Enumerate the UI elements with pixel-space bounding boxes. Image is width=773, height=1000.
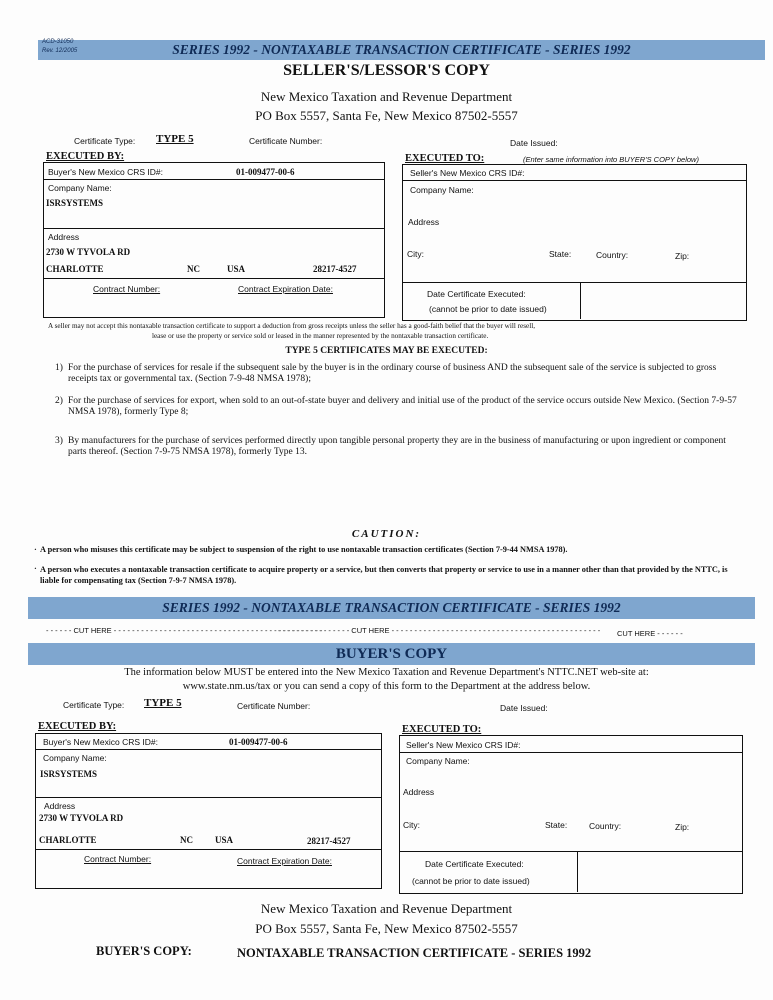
top-city-value: CHARLOTTE (46, 264, 104, 274)
bot-city-value: CHARLOTTE (39, 835, 97, 845)
mid-series-title: SERIES 1992 - NONTAXABLE TRANSACTION CERTIFICATE - SERIES 1992 (162, 600, 621, 615)
top-state-label: State: (549, 249, 572, 259)
bot-dept-address: PO Box 5557, Santa Fe, New Mexico 87502-5557 (255, 921, 518, 936)
bot-cert-type-label: Certificate Type: (63, 700, 125, 710)
bot-zip-label: Zip: (675, 822, 690, 832)
top-zip-label: Zip: (675, 251, 690, 261)
item-3-text: By manufacturers for the purchase of services performed directly upon tangible personal property they are in the business of manufacturing or upon ingredient or component parts thereof. (Section 7-9-75 NMSA 1978), formerly Type 13. (68, 436, 726, 457)
nttc-info-1: The information below MUST be entered into the New Mexico Taxation and Revenue Department's NTTC.NET web-site at: (124, 667, 649, 678)
item-2-num: 2) (55, 396, 63, 406)
top-contract-exp: Contract Expiration Date: (238, 284, 333, 294)
types-heading: TYPE 5 CERTIFICATES MAY BE EXECUTED: (285, 346, 488, 356)
sellers-copy-title: SELLER'S/LESSOR'S COPY (283, 62, 490, 79)
top-contract-number: Contract Number: (93, 284, 161, 294)
top-date-issued-label: Date Issued: (510, 138, 558, 148)
footer-nttc-title: NONTAXABLE TRANSACTION CERTIFICATE - SERIES 1992 (237, 946, 592, 960)
top-cert-type-value: TYPE 5 (156, 133, 194, 145)
bot-cert-number-label: Certificate Number: (237, 701, 311, 711)
item-1-text: For the purchase of services for resale if the subsequent sale by the buyer is in the ordinary course of business AND the subsequent sale of the service is subjected to gross receipts tax or governmental tax. (Section 7-9-48 NMSA 1978); (68, 363, 717, 384)
top-country-label: Country: (596, 250, 629, 260)
rev-code: Rev. 12/2005 (42, 48, 78, 54)
bot-zip-value: 28217-4527 (307, 836, 351, 846)
footer-buyers-copy: BUYER'S COPY: (96, 944, 192, 958)
bot-dept-name: New Mexico Taxation and Revenue Department (260, 901, 513, 916)
bot-address-label: Address (44, 801, 76, 811)
top-seller-address-label: Address (408, 217, 440, 227)
bot-state-value: NC (180, 835, 193, 845)
caution-text-1: A person who misuses this certificate may be subject to suspension of the right to use nontaxable transaction certificates (Section 7-9-44 NMSA 1978). (40, 545, 568, 554)
caution-bullet-1: · (34, 544, 37, 554)
top-dept-name: New Mexico Taxation and Revenue Department (260, 89, 513, 104)
top-address-label: Address (48, 232, 80, 242)
top-series-band (38, 40, 765, 60)
top-state-value: NC (187, 264, 200, 274)
bot-not-prior: (cannot be prior to date issued) (412, 876, 530, 886)
top-country-value: USA (227, 264, 246, 274)
nttc-info-2: www.state.nm.us/tax or you can send a copy of this form to the Department at the address below. (182, 681, 591, 692)
bot-company-value: ISRSYSTEMS (40, 769, 98, 779)
bot-contract-exp: Contract Expiration Date: (237, 856, 332, 866)
bot-state-label: State: (545, 820, 568, 830)
bot-seller-address-label: Address (403, 787, 435, 797)
disclaimer-line-2: lease or use the property or service sold or leased in the manner represented by the nontaxable transaction certificate. (152, 332, 489, 340)
bot-country-label: Country: (589, 821, 622, 831)
top-buyer-crs-value: 01-009477-00-6 (236, 167, 295, 177)
caution-text-2: A person who executes a nontaxable transaction certificate to acquire property or a service, but then converts that property or service to use in a manner other than that provided by the NTTC, is liable for compensating tax (Section 7-9-7 NMSA 1978). (40, 565, 728, 585)
top-cert-type-label: Certificate Type: (74, 136, 136, 146)
top-street-value: 2730 W TYVOLA RD (46, 247, 131, 257)
bot-executed-to: EXECUTED TO: (402, 724, 482, 735)
bot-seller-crs-label: Seller's New Mexico CRS ID#: (406, 740, 521, 750)
bot-buyer-crs-value: 01-009477-00-6 (229, 737, 288, 747)
top-dept-address: PO Box 5557, Santa Fe, New Mexico 87502-5557 (255, 108, 518, 123)
item-1-num: 1) (55, 363, 63, 373)
top-executed-to: EXECUTED TO: (405, 153, 485, 164)
bot-executed-by: EXECUTED BY: (38, 721, 117, 732)
top-series-title: SERIES 1992 - NONTAXABLE TRANSACTION CERTIFICATE - SERIES 1992 (172, 42, 631, 57)
top-company-label: Company Name: (48, 183, 112, 193)
mid-series-band (28, 597, 755, 619)
top-seller-crs-label: Seller's New Mexico CRS ID#: (410, 168, 525, 178)
cut-here-left: - - - - - - CUT HERE - - - - - - - - - - - - - - - - - - - - - - - - - - - - - - - - - - - - - - - - - - - - - - (46, 626, 323, 635)
cut-here-mid: - - - - - - - - - - - - - - - - CUT HERE - - - - - - - - - - - - - - - - - - - - - - - - - - - - - - - - - - - - - - - - - - - - - - (278, 626, 601, 635)
bot-contract-number: Contract Number: (84, 854, 152, 864)
form-code: ACD-31050 (42, 39, 74, 45)
top-zip-value: 28217-4527 (313, 264, 357, 274)
bot-country-value: USA (215, 835, 234, 845)
bot-buyer-crs-label: Buyer's New Mexico CRS ID#: (43, 737, 158, 747)
top-cert-number-label: Certificate Number: (249, 136, 323, 146)
bot-cert-type-value: TYPE 5 (144, 697, 182, 709)
top-seller-company-label: Company Name: (410, 185, 474, 195)
caution-bullet-2: · (34, 563, 37, 573)
bot-street-value: 2730 W TYVOLA RD (39, 813, 124, 823)
top-company-value: ISRSYSTEMS (46, 198, 104, 208)
buyers-copy-band (28, 643, 755, 665)
item-3-num: 3) (55, 436, 63, 446)
item-2-text: For the purchase of services for export, when sold to an out-of-state buyer and delivery and initial use of the product of the service occurs outside New Mexico. (Section 7-9-57 NMSA 1978), formerly Type 8; (68, 396, 737, 417)
caution-heading: CAUTION: (351, 528, 422, 540)
disclaimer-line-1: A seller may not accept this nontaxable transaction certificate to support a deduction from gross receipts unless the seller has a good-faith belief that the buyer will resell, (48, 322, 535, 330)
top-enter-note: (Enter same information into BUYER'S COPY below) (523, 155, 699, 164)
bot-company-label: Company Name: (43, 753, 107, 763)
top-city-label: City: (407, 249, 424, 259)
top-date-executed: Date Certificate Executed: (427, 289, 526, 299)
bot-seller-company-label: Company Name: (406, 756, 470, 766)
top-executed-by: EXECUTED BY: (46, 151, 125, 162)
bot-city-label: City: (403, 820, 420, 830)
top-buyer-crs-label: Buyer's New Mexico CRS ID#: (48, 167, 163, 177)
cut-here-right: CUT HERE - - - - - - (617, 629, 683, 638)
bot-date-issued-label: Date Issued: (500, 703, 548, 713)
bot-date-executed: Date Certificate Executed: (425, 859, 524, 869)
buyers-copy-title: BUYER'S COPY (335, 646, 448, 662)
top-not-prior: (cannot be prior to date issued) (429, 304, 547, 314)
